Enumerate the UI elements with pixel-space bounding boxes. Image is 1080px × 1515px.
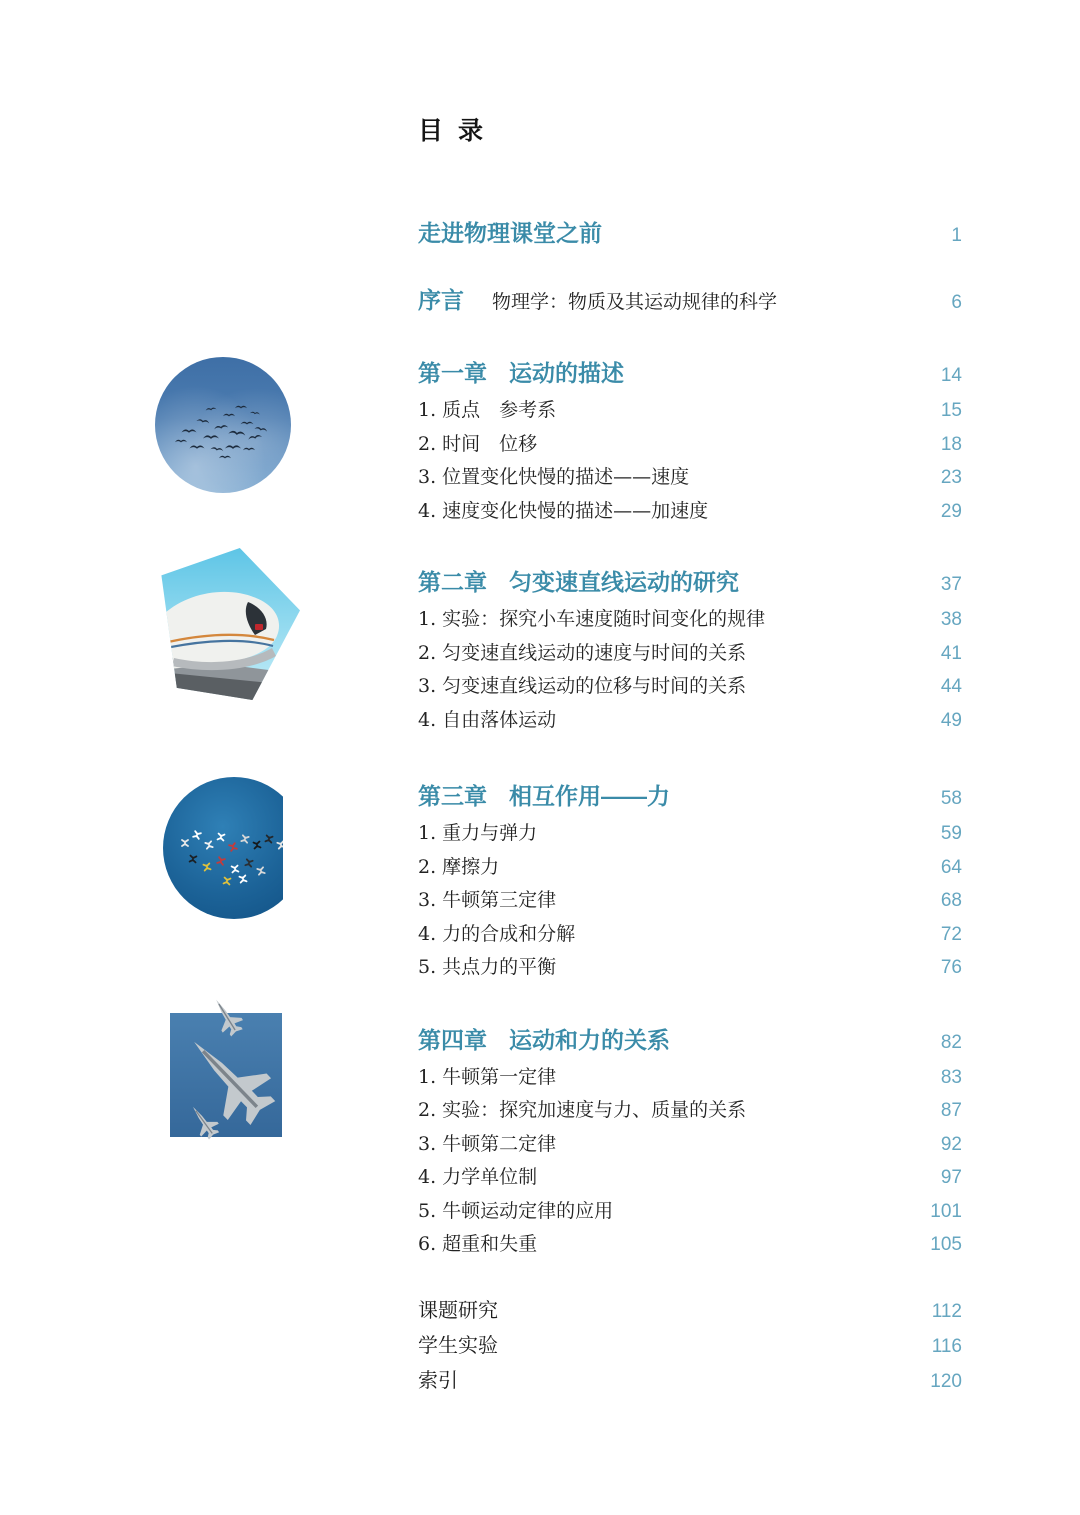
toc-page-number: 14 [940, 365, 962, 386]
toc-entry-index[interactable] [418, 1364, 962, 1399]
toc-column [418, 114, 962, 1399]
toc-page-number: 68 [940, 890, 962, 911]
toc-entry-student-experiments[interactable] [418, 1329, 962, 1364]
toc-section-row[interactable] [418, 951, 962, 985]
toc-chapter-name: 运动和力的关系 [509, 1026, 670, 1053]
toc-back-matter [418, 1294, 962, 1399]
toc-page-number: 64 [940, 856, 962, 878]
toc-chapter-title [418, 779, 670, 817]
toc-chapter-title [418, 356, 624, 394]
toc-page-number: 59 [940, 823, 962, 844]
page-title: 目 录 [418, 117, 487, 145]
toc-chapter-number: 第一章 [418, 360, 487, 386]
toc-page-number: 49 [940, 709, 962, 731]
toc-page-number: 58 [940, 788, 962, 809]
toc-page-number: 83 [940, 1066, 962, 1088]
toc-chapter-title [418, 565, 739, 603]
train-illustration [160, 548, 300, 700]
toc-section-row[interactable] [418, 637, 962, 671]
toc-section-row[interactable] [418, 884, 962, 918]
toc-page-number: 116 [931, 1335, 962, 1357]
toc-section-row[interactable] [418, 817, 962, 851]
toc-page-number: 112 [931, 1300, 962, 1322]
toc-section-row[interactable] [418, 1195, 962, 1229]
toc-section-label: 3. 牛顿第二定律 [418, 1132, 557, 1155]
toc-section-label: 6. 超重和失重 [418, 1233, 538, 1255]
toc-page-number: 6 [951, 292, 962, 313]
toc-section-label: 1. 牛顿第一定律 [418, 1065, 557, 1088]
toc-section-label: 2. 实验：探究加速度与力、质量的关系 [418, 1099, 747, 1121]
toc-section-label: 1. 实验：探究小车速度随时间变化的规律 [418, 608, 766, 630]
toc-page-number: 1 [951, 225, 962, 246]
toc-section-row[interactable] [418, 1128, 962, 1162]
toc-chapter-title [418, 1023, 670, 1061]
toc-chapter-name: 相互作用——力 [509, 783, 670, 809]
toc-chapter-1[interactable] [418, 356, 962, 394]
toc-section-label: 1. 重力与弹力 [418, 822, 538, 844]
toc-section-row[interactable] [418, 1061, 962, 1095]
toc-section-label: 5. 共点力的平衡 [418, 956, 557, 978]
toc-section-row[interactable] [418, 603, 962, 637]
toc-page-number: 101 [930, 1200, 962, 1222]
toc-section-row[interactable] [418, 1228, 962, 1262]
toc-chapter-4[interactable] [418, 1023, 962, 1061]
toc-section-row[interactable] [418, 670, 962, 704]
toc-section-row[interactable] [418, 1094, 962, 1128]
skydivers-formation-photo [163, 777, 283, 919]
skydivers-photo-circle [163, 777, 283, 919]
toc-page-number: 41 [940, 642, 962, 664]
toc-page-number: 97 [940, 1167, 962, 1188]
toc-section-row[interactable] [418, 461, 962, 495]
toc-section-label: 2. 摩擦力 [418, 855, 500, 878]
toc-page-number: 18 [940, 433, 962, 455]
toc-entry-subtitle: 物理学：物质及其运动规律的科学 [492, 291, 778, 313]
toc-page-number: 92 [940, 1133, 962, 1155]
toc-section-label: 3. 位置变化快慢的描述——速度 [418, 466, 690, 488]
toc-section-label: 4. 力的合成和分解 [418, 922, 576, 945]
toc-section-row[interactable] [418, 394, 962, 428]
toc-section-label: 2. 匀变速直线运动的速度与时间的关系 [418, 641, 747, 664]
toc-entry-label: 走进物理课堂之前 [418, 220, 602, 246]
toc-page-number: 87 [940, 1100, 962, 1121]
toc-section-label: 1. 质点 参考系 [418, 399, 557, 421]
toc-chapter-3[interactable] [418, 779, 962, 817]
toc-section-label: 3. 牛顿第三定律 [418, 889, 557, 911]
toc-entry-label: 课题研究 [418, 1299, 498, 1322]
toc-section-label: 4. 力学单位制 [418, 1166, 538, 1188]
jets-illustration [170, 993, 282, 1143]
toc-page-number: 72 [940, 923, 962, 945]
toc-page-number: 38 [940, 609, 962, 630]
toc-chapter-name: 匀变速直线运动的研究 [509, 569, 739, 595]
toc-section-label: 5. 牛顿运动定律的应用 [418, 1199, 614, 1222]
toc-section-label: 4. 自由落体运动 [418, 708, 557, 731]
toc-page-number: 15 [940, 400, 962, 421]
toc-chapter-number: 第二章 [418, 569, 487, 595]
toc-section-row[interactable] [418, 704, 962, 738]
toc-entry-label: 学生实验 [418, 1334, 498, 1357]
toc-section-label: 2. 时间 位移 [418, 432, 538, 455]
toc-entry-preface[interactable] [418, 283, 962, 320]
toc-section-row[interactable] [418, 495, 962, 529]
toc-page-number: 37 [940, 574, 962, 595]
toc-chapter-name: 运动的描述 [509, 360, 624, 386]
skydivers-illustration [163, 777, 283, 919]
toc-page-number: 82 [940, 1031, 962, 1053]
toc-chapter-number: 第四章 [418, 1026, 487, 1053]
toc-entry-intro[interactable] [418, 216, 962, 253]
toc-entry-label: 序言 [418, 287, 464, 313]
toc-entry-research[interactable] [418, 1294, 962, 1329]
toc-page-number: 120 [930, 1370, 962, 1392]
toc-page-number: 29 [940, 500, 962, 522]
toc-page-number: 105 [930, 1234, 962, 1255]
birds-illustration [155, 357, 291, 493]
toc-section-row[interactable] [418, 428, 962, 462]
fighter-jets-photo [170, 993, 282, 1143]
toc-page-number: 44 [940, 676, 962, 697]
toc-entry-label: 索引 [418, 1369, 458, 1392]
toc-chapter-number: 第三章 [418, 783, 487, 809]
toc-section-row[interactable] [418, 851, 962, 885]
toc-page-number: 23 [940, 467, 962, 488]
maglev-train-photo [160, 548, 300, 700]
flock-of-birds-photo [155, 357, 291, 493]
toc-page-number: 76 [940, 957, 962, 978]
toc-section-label: 4. 速度变化快慢的描述——加速度 [418, 499, 709, 522]
toc-chapter-2[interactable] [418, 565, 962, 603]
toc-section-row[interactable] [418, 918, 962, 952]
toc-section-row[interactable] [418, 1161, 962, 1195]
toc-section-label: 3. 匀变速直线运动的位移与时间的关系 [418, 675, 747, 697]
